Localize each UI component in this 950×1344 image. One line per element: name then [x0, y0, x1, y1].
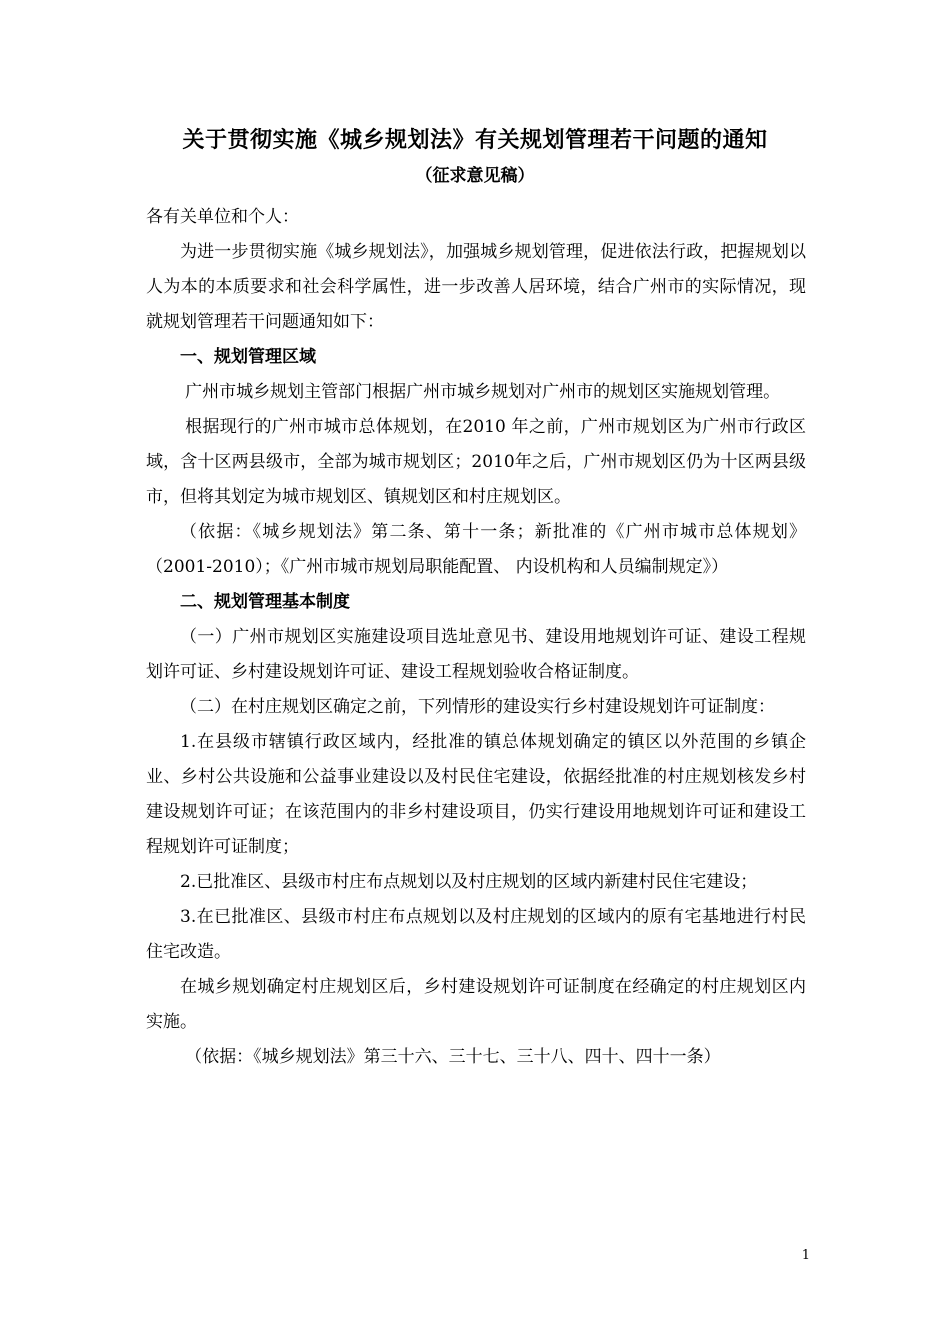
- salutation: 各有关单位和个人：: [146, 207, 299, 227]
- section1-paragraph-2: 根据现行的广州市城市总体规划，在2010 年之前，广州市规划区为广州市行政区域，含十区两县级市，全部为城市规划区；2010年之后，广州市规划区仍为十区两县级市，但将其划定为城市规划区、镇规划区和村庄规划区。: [146, 417, 806, 507]
- section2-paragraph-1: （一）广州市规划区实施建设项目选址意见书、建设用地规划许可证、建设工程规划许可证、乡村建设规划许可证、建设工程规划验收合格证制度。: [146, 627, 806, 682]
- section2-paragraph-3: 在城乡规划确定村庄规划区后，乡村建设规划许可证制度在经确定的村庄规划区内实施。: [146, 977, 806, 1032]
- document-body: [146, 200, 806, 1075]
- document-title: 关于贯彻实施《城乡规划法》有关规划管理若干问题的通知: [182, 127, 768, 153]
- section2-item-2: 2.已批准区、县级市村庄布点规划以及村庄规划的区域内新建村民住宅建设；: [180, 872, 758, 892]
- section1-paragraph-1: 广州市城乡规划主管部门根据广州市城乡规划对广州市的规划区实施规划管理。: [185, 382, 781, 402]
- intro-paragraph: 为进一步贯彻实施《城乡规划法》，加强城乡规划管理，促进依法行政，把握规划以人为本的本质要求和社会科学属性，进一步改善人居环境，结合广州市的实际情况，现就规划管理若干问题通知如下：: [146, 242, 806, 332]
- section1-heading: 一、规划管理区域: [180, 347, 316, 367]
- section2-basis: （依据：《城乡规划法》第三十六、三十七、三十八、四十、四十一条）: [185, 1047, 721, 1067]
- document-subtitle: （征求意见稿）: [415, 166, 535, 186]
- section2-paragraph-2: （二）在村庄规划区确定之前，下列情形的建设实行乡村建设规划许可证制度：: [180, 697, 775, 717]
- section2-item-3: 3.在已批准区、县级市村庄布点规划以及村庄规划的区域内的原有宅基地进行村民住宅改造。: [146, 907, 806, 962]
- section2-heading: 二、规划管理基本制度: [180, 592, 350, 612]
- page-number: 1: [801, 1248, 810, 1263]
- section1-basis: （依据：《城乡规划法》第二条、第十一条；新批准的《广州市城市总体规划》（2001-2010）；《广州市城市规划局职能配置、 内设机构和人员编制规定》）: [146, 522, 806, 577]
- section2-item-1: 1.在县级市辖镇行政区域内，经批准的镇总体规划确定的镇区以外范围的乡镇企业、乡村公共设施和公益事业建设以及村民住宅建设，依据经批准的村庄规划核发乡村建设规划许可证；在该范围内的非乡村建设项目，仍实行建设用地规划许可证和建设工程规划许可证制度；: [146, 732, 806, 857]
